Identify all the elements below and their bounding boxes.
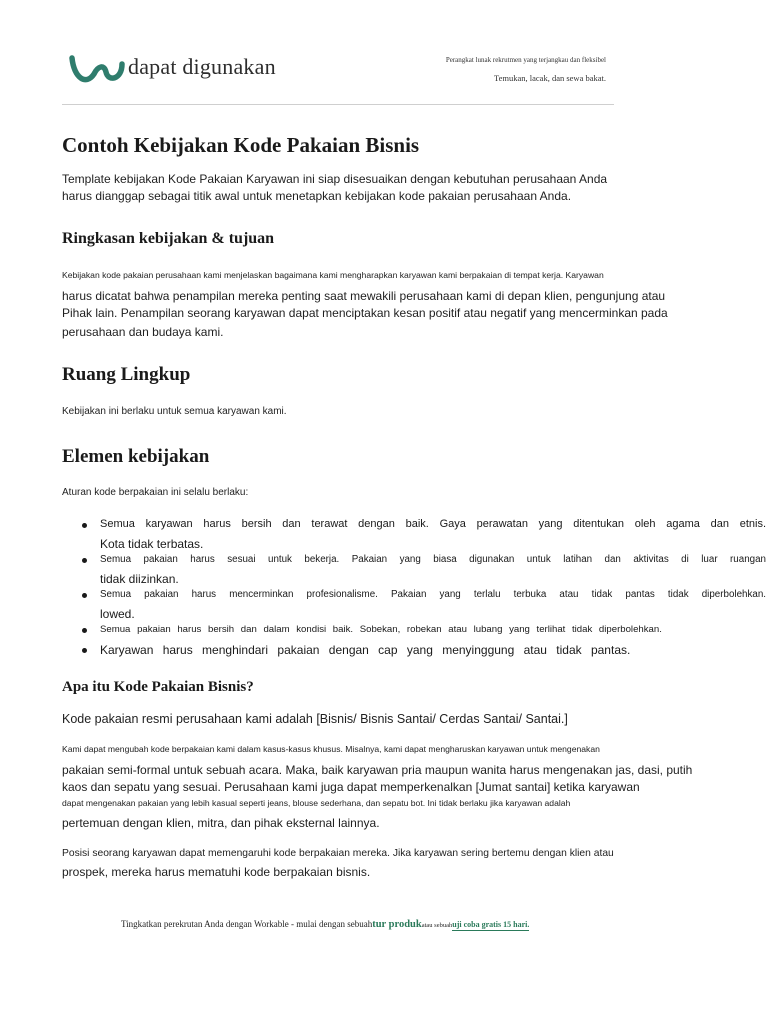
bullet-dot xyxy=(82,648,87,653)
bullet-dot xyxy=(82,558,87,563)
product-tour-link[interactable]: tur produk xyxy=(372,919,422,930)
page-header xyxy=(62,44,614,106)
summary-line: Pihak lain. Penampilan seorang karyawan dapat menciptakan kesan positif atau negatif yang mencerminkan pada xyxy=(62,306,668,320)
section-heading-elements: Elemen kebijakan xyxy=(62,446,210,467)
header-tagline: Perangkat lunak rekrutmen yang terjangkau dan fleksibel xyxy=(445,56,606,64)
intro-line: Template kebijakan Kode Pakaian Karyawan ini siap disesuaikan dengan kebutuhan perusahaan Anda xyxy=(62,172,608,186)
bullet-text: lowed. xyxy=(100,607,135,621)
bullet-text: Semua pakaian harus sesuai untuk bekerja. Pakaian yang biasa digunakan untuk latihan dan aktivitas di luar ruangan xyxy=(100,554,766,565)
section-heading-scope: Ruang Lingkup xyxy=(62,364,191,385)
summary-line: harus dicatat bahwa penampilan mereka penting saat mewakili perusahaan kami di depan klien, pengunjung atau xyxy=(62,289,666,303)
bullet-text: Semua pakaian harus mencerminkan profesionalisme. Pakaian yang terlalu terbuka atau tidak pantas tidak diperbolehkan. xyxy=(100,589,766,600)
summary-line: Kebijakan kode pakaian perusahaan kami menjelaskan bagaimana kami mengharapkan karyawan kami berpakaian di tempat kerja. Karyawan xyxy=(62,270,604,280)
paragraph-line: pakaian semi-formal untuk sebuah acara. Maka, baik karyawan pria maupun wanita harus mengenakan jas, dasi, putih xyxy=(62,763,693,777)
bullet-text: Semua pakaian harus bersih dan dalam kondisi baik. Sobekan, robekan atau lubang yang terlihat tidak diperbolehkan. xyxy=(100,624,662,635)
free-trial-link[interactable]: uji coba gratis 15 hari. xyxy=(452,920,530,929)
header-divider xyxy=(62,104,614,105)
paragraph-line: Kami dapat mengubah kode berpakaian kami dalam kasus-kasus khusus. Misalnya, kami dapat mengharuskan karyawan untuk mengenakan xyxy=(62,744,600,754)
footer-cta xyxy=(121,914,529,932)
bullet-text: tidak diizinkan. xyxy=(100,572,179,586)
bullet-dot xyxy=(82,523,87,528)
bullet-text: Karyawan harus menghindari pakaian dengan cap yang menyinggung atau tidak pantas. xyxy=(100,643,631,657)
header-subtagline: Temukan, lacak, dan sewa bakat. xyxy=(494,73,606,83)
paragraph-line: dapat mengenakan pakaian yang lebih kasual seperti jeans, blouse sederhana, dan sepatu bot. Ini tidak berlaku jika karyawan adalah xyxy=(62,798,571,808)
footer-text: Tingkatkan perekrutan Anda dengan Workable - mulai dengan sebuah xyxy=(121,919,373,929)
section-heading-what: Apa itu Kode Pakaian Bisnis? xyxy=(62,679,254,695)
footer-connector: atau sebuah xyxy=(421,922,453,929)
intro-line: harus dianggap sebagai titik awal untuk menetapkan kebijakan kode pakaian perusahaan Anda. xyxy=(62,189,572,203)
bullet-text: Semua karyawan harus bersih dan terawat dengan baik. Gaya perawatan yang ditentukan oleh agama dan etnis. xyxy=(100,518,766,530)
logo-text: dapat digunakan xyxy=(128,54,276,79)
page-title: Contoh Kebijakan Kode Pakaian Bisnis xyxy=(62,133,420,157)
scope-text: Kebijakan ini berlaku untuk semua karyawan kami. xyxy=(62,406,287,417)
paragraph-line: pertemuan dengan klien, mitra, dan pihak eksternal lainnya. xyxy=(62,816,380,830)
bullet-text: Kota tidak terbatas. xyxy=(100,537,204,551)
bullet-dot xyxy=(82,593,87,598)
workable-w-logo-icon xyxy=(68,52,126,88)
dress-code-lead: Kode pakaian resmi perusahaan kami adalah [Bisnis/ Bisnis Santai/ Cerdas Santai/ Santai.] xyxy=(62,712,568,726)
section-heading-summary: Ringkasan kebijakan & tujuan xyxy=(62,230,275,247)
elements-intro: Aturan kode berpakaian ini selalu berlaku: xyxy=(62,487,249,498)
paragraph-line: kaos dan sepatu yang sesuai. Perusahaan kami juga dapat memperkenalkan [Jumat santai] ketika karyawan xyxy=(62,780,640,794)
paragraph-line: prospek, mereka harus mematuhi kode berpakaian bisnis. xyxy=(62,865,371,879)
bullet-dot xyxy=(82,628,87,633)
summary-line: perusahaan dan budaya kami. xyxy=(62,325,224,339)
paragraph-line: Posisi seorang karyawan dapat memengaruhi kode berpakaian mereka. Jika karyawan sering bertemu dengan klien atau xyxy=(62,848,614,859)
